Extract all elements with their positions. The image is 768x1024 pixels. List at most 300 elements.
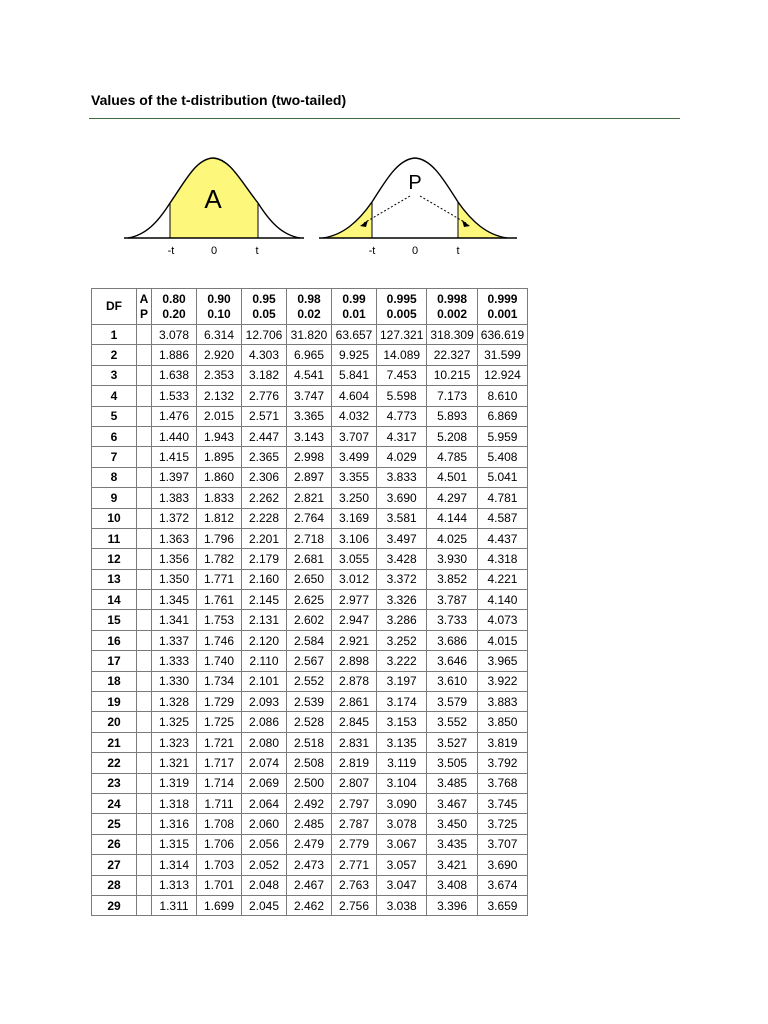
t-value-cell: 3.078 [152,325,197,345]
a-value: 0.998 [437,291,468,306]
df-cell: 14 [92,590,137,610]
t-value-cell: 3.552 [427,712,477,732]
t-value-cell: 2.473 [287,855,332,875]
t-value-cell: 2.681 [287,549,332,569]
t-value-cell: 3.078 [377,814,427,834]
t-value-cell: 2.763 [332,875,377,895]
t-value-cell: 3.745 [477,793,527,813]
t-value-cell: 3.090 [377,793,427,813]
t-value-cell: 2.500 [287,773,332,793]
p-value: 0.20 [162,306,186,321]
t-value-cell: 3.527 [427,732,477,752]
t-value-cell: 3.104 [377,773,427,793]
t-value-cell: 1.363 [152,528,197,548]
t-value-cell: 3.250 [332,488,377,508]
t-value-cell: 6.965 [287,345,332,365]
df-cell: 27 [92,855,137,875]
t-value-cell: 3.787 [427,590,477,610]
t-value-cell: 3.485 [427,773,477,793]
t-value-cell: 2.528 [287,712,332,732]
table-row [92,345,528,365]
t-value-cell: 1.701 [197,875,242,895]
t-value-cell: 12.706 [242,325,287,345]
t-value-cell: 318.309 [427,325,477,345]
df-cell: 20 [92,712,137,732]
spacer-cell [137,732,152,752]
t-value-cell: 3.182 [242,365,287,385]
t-value-cell: 3.169 [332,508,377,528]
a-value: 0.95 [252,291,276,306]
t-value-cell: 3.428 [377,549,427,569]
table-row [92,895,528,915]
t-value-cell: 2.045 [242,895,287,915]
p-value: 0.002 [437,306,468,321]
t-value-cell: 2.080 [242,732,287,752]
t-value-cell: 4.501 [427,467,477,487]
spacer-cell [137,753,152,773]
t-value-cell: 5.408 [477,447,527,467]
t-value-cell: 5.041 [477,467,527,487]
left-tick-neg-t: -t [167,245,175,257]
table-row [92,590,528,610]
t-value-cell: 3.690 [377,488,427,508]
t-value-cell: 2.650 [287,569,332,589]
distribution-figure [118,150,518,262]
t-value-cell: 2.718 [287,528,332,548]
t-value-cell: 5.959 [477,426,527,446]
spacer-cell [137,365,152,385]
t-value-cell: 2.779 [332,834,377,854]
title-underline [89,118,680,119]
t-value-cell: 2.060 [242,814,287,834]
t-value-cell: 3.252 [377,630,427,650]
t-value-cell: 1.313 [152,875,197,895]
spacer-cell [137,406,152,426]
t-value-cell: 2.110 [242,651,287,671]
df-cell: 9 [92,488,137,508]
t-value-cell: 2.462 [287,895,332,915]
t-value-cell: 2.086 [242,712,287,732]
column-header [197,289,242,325]
df-cell: 23 [92,773,137,793]
right-tail-shaded [458,202,507,238]
table-row [92,875,528,895]
t-value-cell: 4.025 [427,528,477,548]
a-value: 0.99 [342,291,366,306]
t-value-cell: 3.106 [332,528,377,548]
t-value-cell: 1.782 [197,549,242,569]
df-cell: 18 [92,671,137,691]
t-value-cell: 2.998 [287,447,332,467]
a-value: 0.90 [207,291,231,306]
spacer-cell [137,875,152,895]
p-value: 0.02 [297,306,321,321]
df-cell: 12 [92,549,137,569]
right-tick-neg-t: -t [368,245,376,257]
table-row [92,773,528,793]
t-value-cell: 3.435 [427,834,477,854]
df-header: DF [92,289,137,325]
t-value-cell: 2.131 [242,610,287,630]
t-value-cell: 5.893 [427,406,477,426]
p-value: 0.10 [207,306,231,321]
t-value-cell: 2.552 [287,671,332,691]
table-row [92,325,528,345]
left-tick-t: t [255,245,259,257]
table-row [92,855,528,875]
column-header [332,289,377,325]
df-cell: 29 [92,895,137,915]
t-value-cell: 2.069 [242,773,287,793]
t-value-cell: 3.153 [377,712,427,732]
t-value-cell: 3.922 [477,671,527,691]
t-value-cell: 2.120 [242,630,287,650]
df-cell: 6 [92,426,137,446]
t-value-cell: 3.659 [477,895,527,915]
t-value-cell: 1.717 [197,753,242,773]
table-row [92,488,528,508]
t-value-cell: 2.056 [242,834,287,854]
t-value-cell: 1.311 [152,895,197,915]
t-value-cell: 4.541 [287,365,332,385]
t-value-cell: 3.686 [427,630,477,650]
t-value-cell: 2.015 [197,406,242,426]
df-cell: 2 [92,345,137,365]
area-a-label: A [204,184,222,214]
t-value-cell: 2.819 [332,753,377,773]
spacer-cell [137,630,152,650]
t-value-cell: 1.321 [152,753,197,773]
t-value-cell: 3.674 [477,875,527,895]
t-value-cell: 2.920 [197,345,242,365]
t-value-cell: 2.602 [287,610,332,630]
t-value-cell: 22.327 [427,345,477,365]
table-row [92,732,528,752]
t-value-cell: 3.396 [427,895,477,915]
t-value-cell: 1.372 [152,508,197,528]
t-value-cell: 1.476 [152,406,197,426]
table-row [92,426,528,446]
column-header [242,289,287,325]
df-cell: 7 [92,447,137,467]
column-header [152,289,197,325]
table-row [92,528,528,548]
t-value-cell: 4.140 [477,590,527,610]
t-value-cell: 3.174 [377,692,427,712]
t-value-cell: 3.505 [427,753,477,773]
t-value-cell: 3.581 [377,508,427,528]
left-tick-zero: 0 [210,245,218,257]
t-value-cell: 4.015 [477,630,527,650]
t-value-cell: 3.222 [377,651,427,671]
t-value-cell: 4.318 [477,549,527,569]
t-value-cell: 1.397 [152,467,197,487]
spacer-cell [137,508,152,528]
t-value-cell: 8.610 [477,386,527,406]
t-value-cell: 1.796 [197,528,242,548]
column-header [377,289,427,325]
df-cell: 24 [92,793,137,813]
t-value-cell: 1.746 [197,630,242,650]
right-tick-t: t [456,245,460,257]
a-value: 0.80 [162,291,186,306]
p-value: 0.005 [386,306,417,321]
t-value-cell: 3.408 [427,875,477,895]
t-value-cell: 3.499 [332,447,377,467]
t-value-cell: 3.421 [427,855,477,875]
table-row [92,508,528,528]
t-value-cell: 4.297 [427,488,477,508]
t-value-cell: 1.318 [152,793,197,813]
t-value-cell: 2.921 [332,630,377,650]
spacer-cell [137,773,152,793]
df-cell: 25 [92,814,137,834]
t-value-cell: 3.057 [377,855,427,875]
t-value-cell: 2.101 [242,671,287,691]
table-row [92,386,528,406]
t-value-cell: 2.048 [242,875,287,895]
t-value-cell: 3.579 [427,692,477,712]
t-value-cell: 3.819 [477,732,527,752]
spacer-cell [137,549,152,569]
t-value-cell: 2.878 [332,671,377,691]
t-value-cell: 2.584 [287,630,332,650]
table-row [92,406,528,426]
t-value-cell: 2.492 [287,793,332,813]
p-value: 0.001 [487,306,518,321]
t-value-cell: 63.657 [332,325,377,345]
df-cell: 16 [92,630,137,650]
spacer-cell [137,447,152,467]
t-value-cell: 2.771 [332,855,377,875]
t-value-cell: 2.179 [242,549,287,569]
left-tail-shaded [323,202,372,238]
t-value-cell: 2.093 [242,692,287,712]
t-value-cell: 2.625 [287,590,332,610]
t-value-cell: 3.326 [377,590,427,610]
t-value-cell: 1.886 [152,345,197,365]
t-value-cell: 1.943 [197,426,242,446]
t-value-cell: 2.787 [332,814,377,834]
t-value-cell: 2.831 [332,732,377,752]
t-value-cell: 3.055 [332,549,377,569]
t-value-cell: 3.372 [377,569,427,589]
table-row [92,365,528,385]
t-value-cell: 1.325 [152,712,197,732]
t-value-cell: 4.032 [332,406,377,426]
t-value-cell: 1.333 [152,651,197,671]
df-cell: 15 [92,610,137,630]
t-value-cell: 3.197 [377,671,427,691]
t-value-cell: 4.785 [427,447,477,467]
t-value-cell: 3.355 [332,467,377,487]
df-cell: 28 [92,875,137,895]
tail-area-diagram [319,158,517,257]
t-value-cell: 2.447 [242,426,287,446]
table-row [92,814,528,834]
t-value-cell: 10.215 [427,365,477,385]
t-value-cell: 4.773 [377,406,427,426]
t-value-cell: 3.135 [377,732,427,752]
t-value-cell: 1.319 [152,773,197,793]
t-value-cell: 1.771 [197,569,242,589]
p-row-label: P [139,306,148,321]
t-value-cell: 2.947 [332,610,377,630]
t-value-cell: 2.571 [242,406,287,426]
table-row [92,651,528,671]
t-value-cell: 1.314 [152,855,197,875]
t-value-cell: 1.725 [197,712,242,732]
t-value-cell: 1.734 [197,671,242,691]
t-value-cell: 2.479 [287,834,332,854]
spacer-cell [137,712,152,732]
df-cell: 8 [92,467,137,487]
t-value-cell: 2.821 [287,488,332,508]
t-value-cell: 3.646 [427,651,477,671]
t-value-cell: 1.721 [197,732,242,752]
table-row [92,610,528,630]
t-value-cell: 1.708 [197,814,242,834]
spacer-cell [137,569,152,589]
spacer-cell [137,855,152,875]
t-value-cell: 1.415 [152,447,197,467]
t-value-cell: 2.132 [197,386,242,406]
p-value: 0.01 [342,306,366,321]
t-value-cell: 1.714 [197,773,242,793]
t-value-cell: 3.038 [377,895,427,915]
spacer-cell [137,651,152,671]
t-value-cell: 7.453 [377,365,427,385]
table-body [92,325,528,916]
t-value-cell: 1.699 [197,895,242,915]
spacer-cell [137,692,152,712]
t-value-cell: 3.690 [477,855,527,875]
t-value-cell: 1.330 [152,671,197,691]
t-value-cell: 2.228 [242,508,287,528]
spacer-cell [137,590,152,610]
t-value-cell: 9.925 [332,345,377,365]
t-value-cell: 3.792 [477,753,527,773]
t-value-cell: 14.089 [377,345,427,365]
t-value-cell: 5.598 [377,386,427,406]
df-cell: 1 [92,325,137,345]
table-row [92,712,528,732]
table-row [92,671,528,691]
t-value-cell: 2.756 [332,895,377,915]
t-value-cell: 7.173 [427,386,477,406]
t-value-cell: 3.286 [377,610,427,630]
t-value-cell: 2.897 [287,467,332,487]
t-value-cell: 3.119 [377,753,427,773]
table-row [92,753,528,773]
column-header [427,289,477,325]
t-value-cell: 1.812 [197,508,242,528]
t-value-cell: 2.201 [242,528,287,548]
table-row [92,692,528,712]
df-cell: 3 [92,365,137,385]
t-value-cell: 3.833 [377,467,427,487]
t-value-cell: 1.706 [197,834,242,854]
a-value: 0.995 [386,291,417,306]
t-value-cell: 2.052 [242,855,287,875]
spacer-cell [137,814,152,834]
df-cell: 10 [92,508,137,528]
spacer-cell [137,671,152,691]
df-cell: 11 [92,528,137,548]
t-value-cell: 1.740 [197,651,242,671]
t-value-cell: 2.365 [242,447,287,467]
t-value-cell: 636.619 [477,325,527,345]
df-cell: 13 [92,569,137,589]
t-value-cell: 1.860 [197,467,242,487]
t-value-cell: 4.303 [242,345,287,365]
t-value-cell: 2.160 [242,569,287,589]
area-p-label: P [408,172,422,194]
df-cell: 21 [92,732,137,752]
a-value: 0.999 [487,291,518,306]
t-value-cell: 2.518 [287,732,332,752]
spacer-cell [137,610,152,630]
t-value-cell: 2.861 [332,692,377,712]
df-cell: 26 [92,834,137,854]
a-row-label: A [139,291,149,306]
p-value: 0.05 [252,306,276,321]
t-value-cell: 1.337 [152,630,197,650]
table-row [92,549,528,569]
t-value-cell: 4.781 [477,488,527,508]
t-value-cell: 3.610 [427,671,477,691]
t-value-cell: 4.073 [477,610,527,630]
t-value-cell: 3.707 [332,426,377,446]
t-value-cell: 4.029 [377,447,427,467]
t-value-cell: 6.314 [197,325,242,345]
t-value-cell: 1.440 [152,426,197,446]
t-value-cell: 1.383 [152,488,197,508]
table-row [92,834,528,854]
t-value-cell: 1.711 [197,793,242,813]
t-value-cell: 3.930 [427,549,477,569]
t-value-cell: 31.599 [477,345,527,365]
t-value-cell: 3.852 [427,569,477,589]
t-value-cell: 1.533 [152,386,197,406]
t-value-cell: 3.747 [287,386,332,406]
t-value-cell: 4.317 [377,426,427,446]
spacer-cell [137,834,152,854]
t-value-cell: 2.539 [287,692,332,712]
t-value-cell: 2.467 [287,875,332,895]
t-value-cell: 2.764 [287,508,332,528]
t-value-cell: 1.729 [197,692,242,712]
table-row [92,793,528,813]
central-area-diagram [124,158,304,257]
t-value-cell: 3.850 [477,712,527,732]
spacer-cell [137,325,152,345]
t-value-cell: 3.047 [377,875,427,895]
t-value-cell: 1.703 [197,855,242,875]
t-value-cell: 4.144 [427,508,477,528]
page-title: Values of the t-distribution (two-tailed) [91,92,347,108]
spacer-cell [137,386,152,406]
t-value-cell: 1.761 [197,590,242,610]
right-bell-curve [323,158,507,238]
spacer-cell [137,345,152,365]
t-value-cell: 2.797 [332,793,377,813]
t-value-cell: 1.895 [197,447,242,467]
t-value-cell: 3.883 [477,692,527,712]
t-value-cell: 2.807 [332,773,377,793]
t-value-cell: 2.353 [197,365,242,385]
t-value-cell: 5.841 [332,365,377,385]
